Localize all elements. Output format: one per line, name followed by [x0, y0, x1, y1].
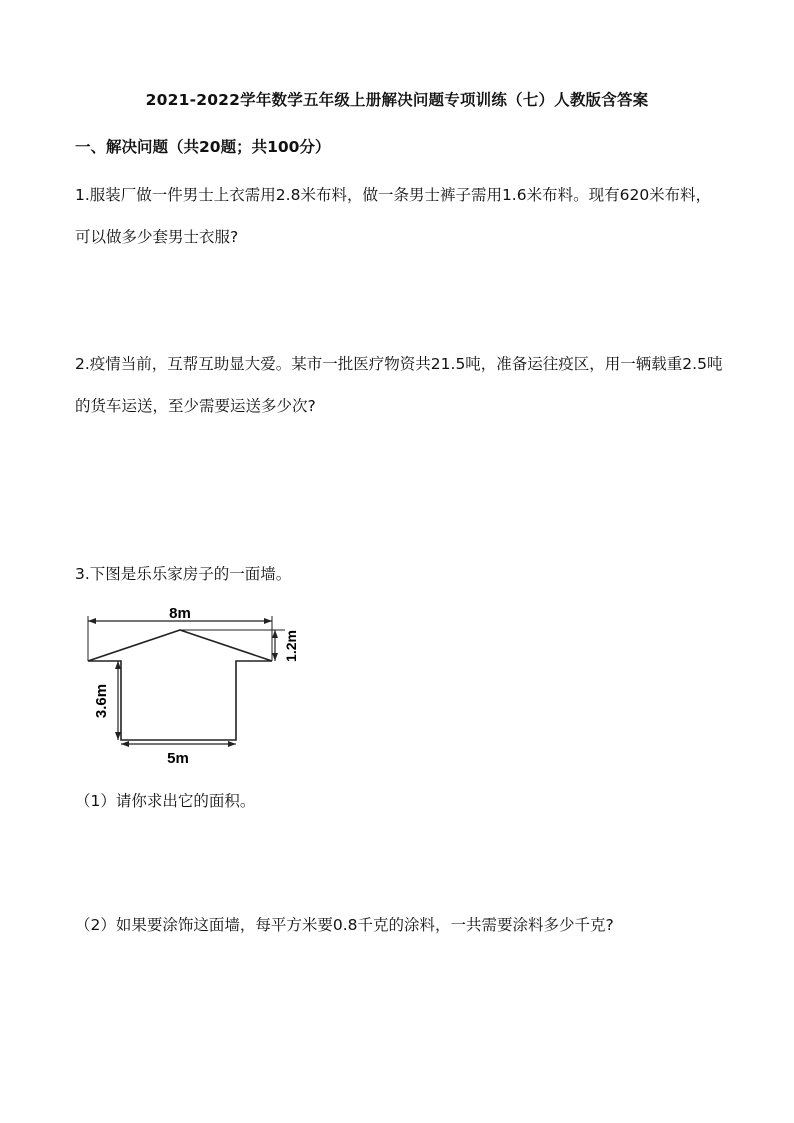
question-3-part-2: （2）如果要涂饰这面墙，每平方米要0.8千克的涂料，一共需要涂料多少千克?: [75, 916, 614, 934]
question-2: 2.疫情当前，互帮互助显大爱。某市一批医疗物资共21.5吨，准备运往疫区，用一辆载重2.5吨的货车运送，至少需要运送多少次?: [75, 355, 723, 415]
question-3: 3.下图是乐乐家房子的一面墙。: [75, 565, 292, 583]
bottom-width-label: 5m: [167, 750, 189, 767]
wall-outline: [88, 630, 272, 740]
roof-height-label: 1.2m: [283, 630, 299, 662]
top-width-label: 8m: [169, 605, 191, 622]
question-3-part-1: （1）请你求出它的面积。: [75, 792, 256, 810]
document-title: 2021-2022学年数学五年级上册解决问题专项训练（七）人教版含答案: [145, 91, 649, 109]
section-heading: 一、解决问题（共20题；共100分）: [75, 138, 331, 156]
question-1: 1.服装厂做一件男士上衣需用2.8米布料，做一条男士裤子需用1.6米布料。现有620米布料，可以做多少套男士衣服?: [75, 186, 712, 246]
wall-diagram: [80, 598, 320, 770]
wall-height-label: 3.6m: [93, 683, 110, 719]
